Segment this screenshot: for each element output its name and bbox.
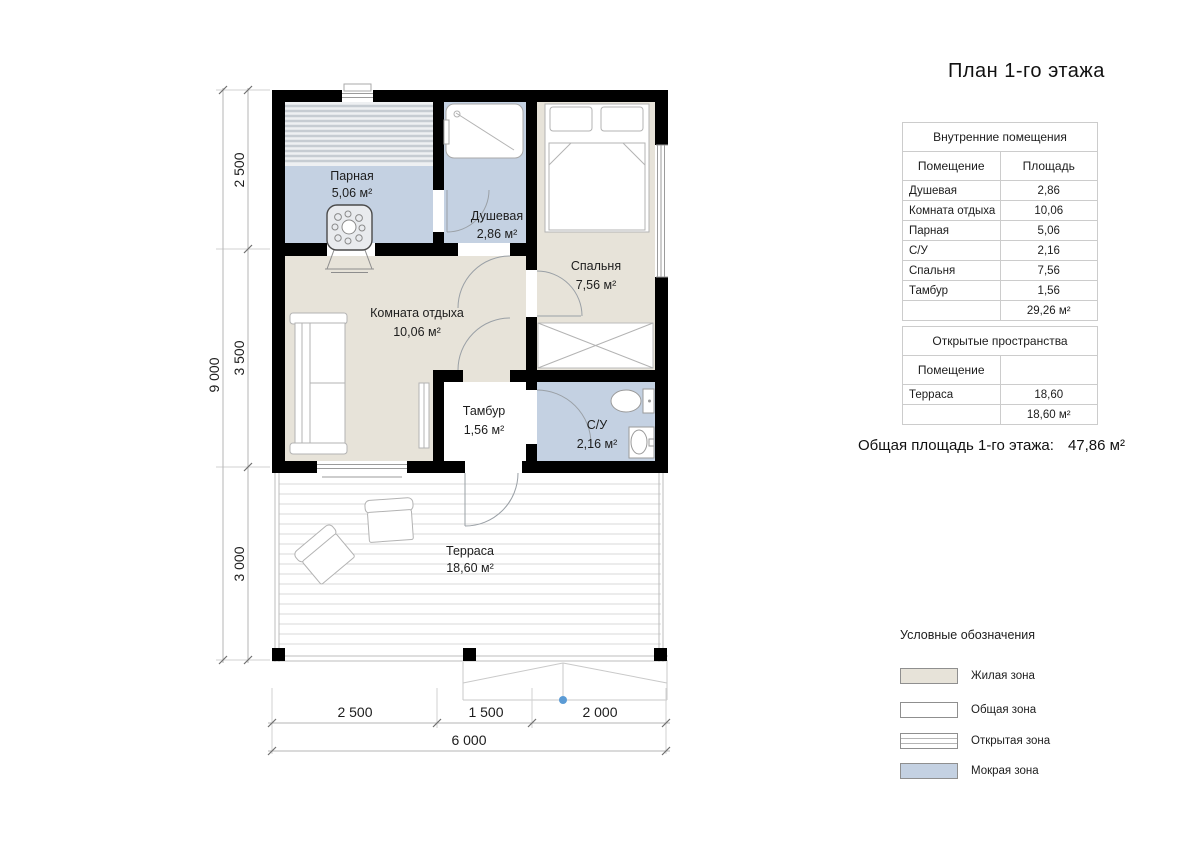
door-entrance [465, 473, 518, 526]
summary-value: 47,86 м² [1067, 437, 1125, 454]
common-zone-swatch [900, 702, 958, 718]
room-area-cell: 5,06 [1000, 221, 1098, 241]
room-area-cell: 2,86 [1000, 181, 1098, 201]
terrace-armchair [365, 497, 416, 542]
table-header-row [903, 356, 1098, 385]
table-title-row [903, 327, 1098, 356]
room-name-cell: Терраса [903, 385, 1001, 405]
entrance-porch [463, 662, 667, 704]
col-header-area [1000, 356, 1098, 385]
open-spaces-table [902, 326, 1098, 425]
wet-zone-swatch [900, 763, 958, 779]
label-spalnya: Спальня [570, 259, 622, 273]
room-tambur-fill [444, 382, 526, 461]
total-area-summary [858, 437, 1125, 454]
label-dushevaya: Душевая [470, 209, 524, 223]
dim-left-total: 9 000 [206, 357, 222, 393]
room-area-cell: 18,60 [1000, 385, 1098, 405]
window-top [342, 84, 373, 98]
empty-cell [903, 301, 1001, 321]
label-tambur-area: 1,56 м² [463, 423, 505, 437]
living-zone-swatch [900, 668, 958, 684]
label-parnaya-area: 5,06 м² [331, 186, 373, 200]
dim-left-2500: 2 500 [231, 152, 247, 188]
room-name-cell: Спальня [903, 261, 1001, 281]
legend-label: Жилая зона [971, 670, 1035, 682]
room-area-cell: 7,56 [1000, 261, 1098, 281]
dim-bottom-2500: 2 500 [337, 704, 373, 720]
room-name-cell: Комната отдыха [903, 201, 1001, 221]
pillow [601, 107, 643, 131]
dim-left-3500: 3 500 [231, 340, 247, 376]
label-su-area: 2,16 м² [576, 437, 618, 451]
col-header-room: Помещение [903, 152, 1001, 181]
toilet [611, 389, 654, 413]
wardrobe [538, 323, 653, 368]
col-header-room: Помещение [903, 356, 1001, 385]
total-area-cell: 18,60 м² [1000, 405, 1098, 425]
room-area-cell: 1,56 [1000, 281, 1098, 301]
legend-title: Условные обозначения [900, 628, 1036, 642]
sofa [290, 313, 347, 454]
room-name-cell: Душевая [903, 181, 1001, 201]
table-title: Открытые пространства [903, 327, 1098, 356]
dim-bottom-1500: 1 500 [468, 704, 504, 720]
table-total-row [903, 301, 1098, 321]
summary-label: Общая площадь 1-го этажа: [858, 437, 1054, 454]
window-bedroom [656, 145, 668, 277]
table-row [903, 201, 1098, 221]
label-terrasa: Терраса [446, 544, 494, 558]
label-terrasa-area: 18,60 м² [446, 561, 494, 575]
window-komnata [317, 465, 407, 478]
total-area-cell: 29,26 м² [1000, 301, 1098, 321]
dim-bottom-2000: 2 000 [582, 704, 618, 720]
room-name-cell: Тамбур [903, 281, 1001, 301]
table-row [903, 281, 1098, 301]
terrace-column [654, 648, 667, 661]
terrace-column [463, 648, 476, 661]
bed [545, 104, 649, 232]
dim-bottom-total: 6 000 [451, 732, 487, 748]
page-title: План 1-го этажа [948, 60, 1105, 82]
sink [629, 427, 654, 458]
entrance-point-marker [559, 696, 567, 704]
room-name-cell: Парная [903, 221, 1001, 241]
table-row [903, 221, 1098, 241]
label-dushevaya-area: 2,86 м² [476, 227, 518, 241]
empty-cell [903, 405, 1001, 425]
terrace-armchair [293, 523, 357, 586]
table-total-row [903, 405, 1098, 425]
table-row [903, 181, 1098, 201]
coat-rack [419, 383, 429, 448]
legend-label: Открытая зона [971, 735, 1051, 747]
col-header-area: Площадь [1000, 152, 1098, 181]
room-name-cell: С/У [903, 241, 1001, 261]
label-komnata-area: 10,06 м² [393, 325, 441, 339]
legend-label: Общая зона [971, 704, 1037, 716]
label-spalnya-area: 7,56 м² [575, 278, 617, 292]
table-title: Внутренние помещения [903, 123, 1098, 152]
table-row [903, 261, 1098, 281]
dim-left-3000: 3 000 [231, 546, 247, 582]
open-zone-swatch [900, 733, 958, 749]
table-row [903, 241, 1098, 261]
legend-label: Мокрая зона [971, 765, 1039, 777]
label-parnaya: Парная [330, 169, 374, 183]
label-tambur: Тамбур [462, 404, 506, 418]
room-area-cell: 2,16 [1000, 241, 1098, 261]
shower-tray [444, 104, 523, 158]
terrace-column [272, 648, 285, 661]
table-header-row [903, 152, 1098, 181]
table-title-row [903, 123, 1098, 152]
interior-rooms-table [902, 122, 1098, 321]
label-su: С/У [586, 418, 608, 432]
room-area-cell: 10,06 [1000, 201, 1098, 221]
table-row [903, 385, 1098, 405]
pillow [550, 107, 592, 131]
label-komnata: Комната отдыха [370, 306, 464, 320]
